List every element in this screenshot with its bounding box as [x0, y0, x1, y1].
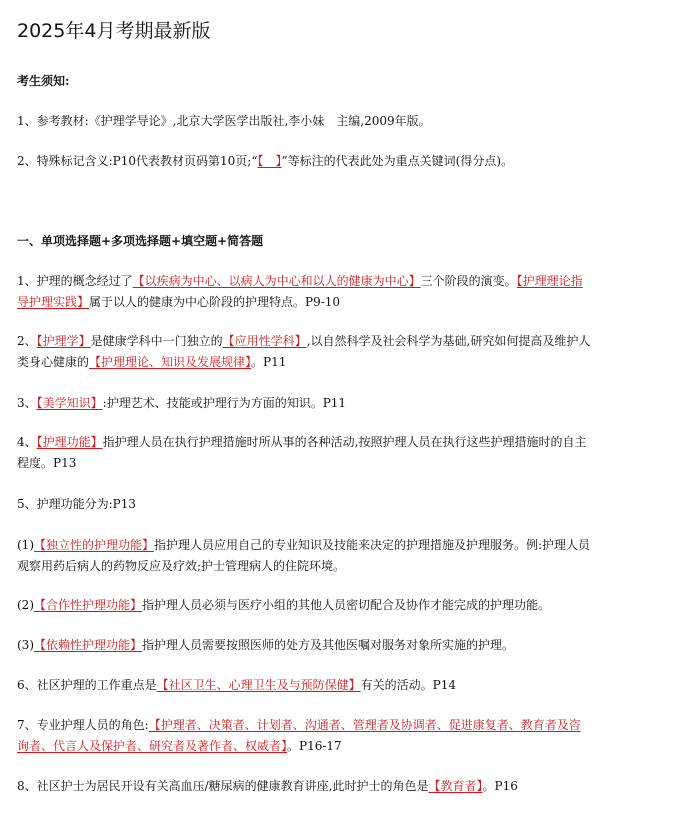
- item-text: (2): [17, 598, 34, 612]
- keyword-highlight: 【社区卫生、心理卫生及与预防保健】: [156, 678, 361, 692]
- item-6: [17, 675, 592, 696]
- item-text: 指护理人员在执行护理措施时所从事的各种活动,按照护理人员在执行这些护理措施时的自主程度。P13: [17, 435, 587, 470]
- item-text: 2、: [17, 334, 37, 348]
- keyword-highlight: 【教育者】: [428, 779, 483, 793]
- item-5: 5、护理功能分为:P13: [17, 497, 137, 511]
- item-text: 。P16: [482, 779, 518, 793]
- item-5-1: [17, 535, 592, 577]
- keyword-highlight: 【护理者、决策者、计划者、沟通者、管理者及协调者、促进康复者、教育者及咨询者、代言人及保护者、研究者及著作者、权威者】: [17, 718, 581, 753]
- item-text: (3): [17, 638, 34, 652]
- keyword-highlight: 【以疾病为中心、以病人为中心和以人的健康为中心】: [132, 274, 421, 288]
- item-text: 6、社区护理的工作重点是: [17, 678, 157, 692]
- item-text: 指护理人员应用自己的专业知识及技能来决定的护理措施及护理服务。例:护理人员观察用药后病人的药物反应及疗效;护士管理病人的住院环境。: [17, 538, 591, 573]
- item-text: 8、社区护士为居民开设有关高血压/糖尿病的健康教育讲座,此时护士的角色是: [17, 779, 429, 793]
- document-title: 2025年4月考期最新版: [17, 20, 211, 42]
- keyword-highlight: 【依赖性护理功能】: [34, 638, 143, 652]
- item-5-3: [17, 635, 592, 656]
- item-text: (1): [17, 538, 34, 552]
- item-text: 7、专业护理人员的角色:: [17, 718, 149, 732]
- item-text: 三个阶段的演变。: [420, 274, 517, 288]
- item-text: 指护理人员需要按照医师的处方及其他医嘱对服务对象所实施的护理。: [142, 638, 515, 652]
- item-text: 是健康学科中一门独立的: [90, 334, 223, 348]
- item-2: [17, 331, 592, 373]
- keyword-highlight: 【美学知识】: [36, 396, 103, 410]
- item-1: [17, 271, 592, 313]
- item-text: 有关的活动。P14: [360, 678, 457, 692]
- item-text: 1、护理的概念经过了: [17, 274, 133, 288]
- item-8: [17, 776, 592, 797]
- notice-marking: [17, 151, 592, 172]
- keyword-highlight: 【护理功能】: [36, 435, 103, 449]
- notice-marking-text-b: ”等标注的代表此处为重点关键词(得分点)。: [281, 154, 513, 168]
- item-text: ,以自然科学及社会科学为基础,研究如何提高及维护人类身心健康的: [17, 334, 591, 369]
- keyword-highlight: 【独立性的护理功能】: [34, 538, 155, 552]
- item-4: [17, 432, 592, 474]
- item-text: 属于以人的健康为中心阶段的护理特点。P9-10: [89, 295, 341, 309]
- keyword-highlight: 【护理理论指导护理实践】: [17, 274, 583, 309]
- notice-marking-text-a: 2、特殊标记含义:P10代表教材页码第10页;“: [17, 154, 258, 168]
- section-heading: 一、单项选择题+多项选择题+填空题+简答题: [17, 234, 264, 248]
- keyword-highlight: 【护理理论、知识及发展规律】: [89, 355, 252, 369]
- notice-heading: 考生须知:: [17, 74, 70, 88]
- notice-textbook: 1、参考教材:《护理学导论》,北京大学医学出版社,李小妹 主编,2009年版。: [17, 114, 431, 128]
- item-text: :护理艺术、技能或护理行为方面的知识。P11: [102, 396, 347, 410]
- item-7: [17, 715, 592, 757]
- item-3: [17, 393, 592, 414]
- item-text: 。P11: [251, 355, 287, 369]
- item-text: 3、: [17, 396, 37, 410]
- item-5-2: [17, 595, 592, 616]
- item-text: 4、: [17, 435, 37, 449]
- item-text: 。P16-17: [287, 739, 342, 753]
- keyword-mark-example: 【 】: [257, 154, 282, 168]
- keyword-highlight: 【护理学】: [36, 334, 91, 348]
- item-text: 指护理人员必须与医疗小组的其他人员密切配合及协作才能完成的护理功能。: [142, 598, 551, 612]
- keyword-highlight: 【应用性学科】: [222, 334, 307, 348]
- keyword-highlight: 【合作性护理功能】: [34, 598, 143, 612]
